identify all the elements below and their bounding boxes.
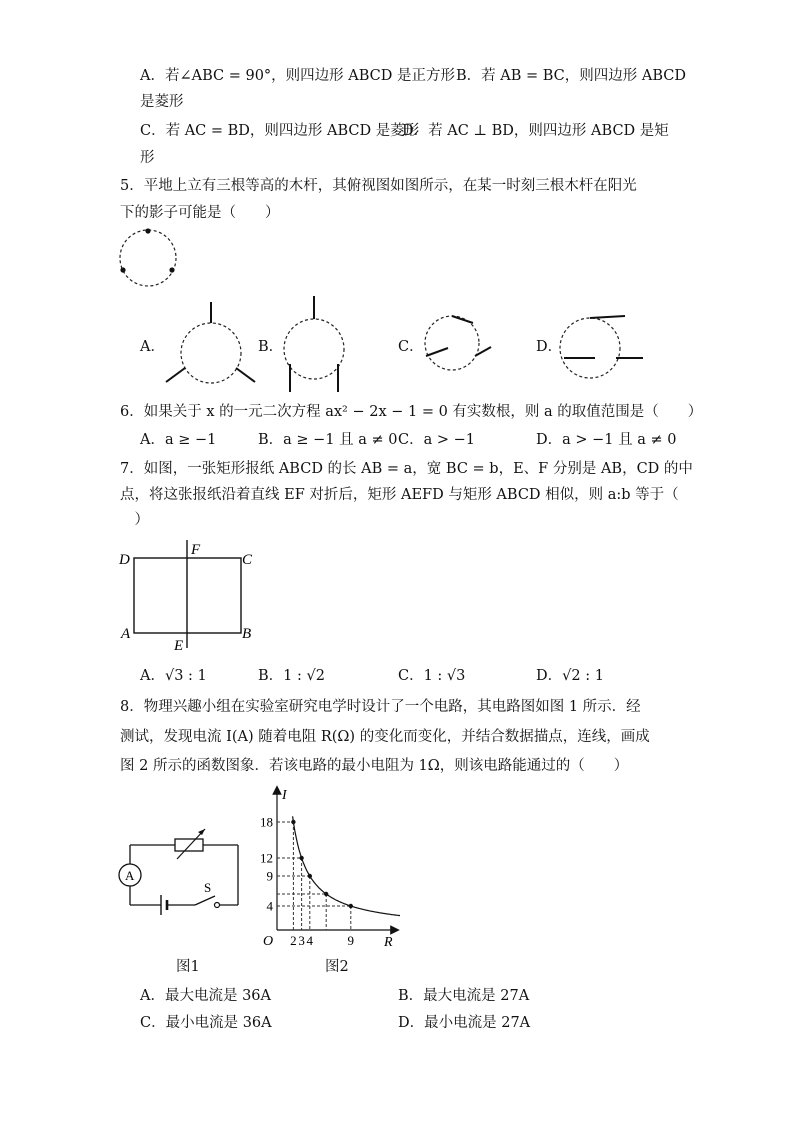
pole-dot-left — [120, 267, 125, 272]
q4-option-c: C．若 AC = BD，则四边形 ABCD 是菱形 — [140, 123, 420, 139]
q6-stem: 6．如果关于 x 的一元二次方程 ax² − 2x − 1 = 0 有实数根，则 a 的取值范围是（ ） — [120, 404, 703, 420]
switch-lever — [195, 896, 215, 905]
data-point-3 — [324, 892, 328, 896]
data-point-1 — [299, 856, 303, 860]
shadow-line-top — [452, 316, 473, 323]
top-view-circle — [120, 230, 176, 286]
x-tick-label-2: 4 — [306, 933, 314, 948]
x-tick-label-3: 9 — [347, 933, 355, 948]
y-axis-label: I — [282, 788, 287, 803]
q6-option-d: D．a > −1 且 a ≠ 0 — [536, 432, 677, 448]
data-point-2 — [308, 874, 312, 878]
q7-stem-line3: ） — [120, 512, 149, 528]
q7-rectangle-figure — [116, 538, 261, 653]
x-axis-label: R — [384, 935, 393, 950]
y-tick-label-3: 4 — [266, 898, 273, 914]
q8-stem-line1: 8．物理兴趣小组在实验室研究电学时设计了一个电路，其电路图如图 1 所示．经 — [120, 699, 641, 715]
shadow-line-left — [166, 368, 185, 382]
q4-option-a: A．若∠ABC = 90°，则四边形 ABCD 是正方形 — [140, 68, 456, 84]
origin-label: O — [263, 934, 274, 949]
label-f: F — [191, 542, 201, 558]
q7-option-a: A．√3 : 1 — [140, 668, 207, 684]
q5-option-d-label: D． — [536, 339, 563, 355]
q6-option-a: A．a ≥ −1 — [140, 432, 217, 448]
shadow-line-top — [590, 316, 625, 318]
q6-option-b: B．a ≥ −1 且 a ≠ 0 — [258, 432, 398, 448]
shadow-line-right — [475, 347, 491, 356]
q8-stem-line2: 测试，发现电流 I(A) 随着电阻 R(Ω) 的变化而变化，并结合数据描点，连线，画成 — [120, 729, 650, 745]
switch-label: S — [204, 880, 212, 895]
q4-option-b: B．若 AB = BC，则四边形 ABCD — [456, 68, 687, 84]
rheostat-arrow-head — [198, 829, 205, 835]
x-tick-label-1: 3 — [298, 933, 305, 948]
pole-dot-top — [145, 228, 150, 233]
y-tick-label-1: 12 — [260, 850, 273, 866]
q5-option-b-figure — [278, 294, 358, 394]
q8-stem-line3: 图 2 所示的函数图象．若该电路的最小电阻为 1Ω，则该电路能通过的（ ） — [120, 758, 629, 774]
q7-option-c: C．1 : √3 — [398, 668, 466, 684]
q6-option-c: C．a > −1 — [398, 432, 475, 448]
shadow-line-left — [426, 348, 448, 356]
fig1-caption: 图1 — [176, 959, 200, 975]
q5-stem-line2: 下的影子可能是（ ） — [120, 205, 280, 221]
y-tick-label-2: 9 — [266, 868, 273, 884]
data-point-4 — [349, 904, 353, 908]
q8-function-graph — [255, 785, 405, 950]
shadow-line-right — [236, 368, 255, 382]
q5-option-c-label: C． — [398, 339, 424, 355]
switch-contact — [215, 903, 220, 908]
label-c: C — [242, 552, 253, 568]
data-point-0 — [291, 820, 295, 824]
label-d: D — [119, 552, 130, 568]
pole-dot-right — [169, 267, 174, 272]
label-e: E — [174, 638, 184, 654]
q7-option-d: D．√2 : 1 — [536, 668, 604, 684]
q7-option-b: B．1 : √2 — [258, 668, 325, 684]
fig2-caption: 图2 — [325, 959, 349, 975]
ammeter-label: A — [125, 868, 135, 883]
q4-option-d-cont: 形 — [140, 150, 155, 166]
label-b: B — [242, 626, 252, 642]
q5-option-b-label: B． — [258, 339, 284, 355]
q8-option-a: A．最大电流是 36A — [140, 988, 272, 1004]
q5-option-a-figure — [160, 298, 260, 393]
q8-circuit-figure — [115, 825, 250, 920]
q5-option-c-figure — [415, 310, 500, 380]
rheostat — [175, 839, 203, 851]
q4-option-d: D．若 AC ⊥ BD，则四边形 ABCD 是矩 — [402, 123, 669, 139]
q8-option-d: D．最小电流是 27A — [398, 1015, 531, 1031]
q5-stem-line1: 5．平地上立有三根等高的木杆，其俯视图如图所示，在某一时刻三根木杆在阳光 — [120, 178, 637, 194]
q7-stem-line1: 7．如图，一张矩形报纸 ABCD 的长 AB = a，宽 BC = b，E、F 分别是 AB，CD 的中 — [120, 461, 693, 477]
q4-option-b-cont: 是菱形 — [140, 94, 184, 110]
q5-top-view-figure — [115, 225, 185, 290]
y-tick-label-0: 18 — [260, 814, 273, 830]
label-a: A — [121, 626, 131, 642]
q7-stem-line2: 点，将这张报纸沿着直线 EF 对折后，矩形 AEFD 与矩形 ABCD 相似，则 a:b 等于（ — [120, 487, 679, 503]
q8-option-b: B．最大电流是 27A — [398, 988, 530, 1004]
x-tick-label-0: 2 — [290, 933, 297, 948]
q5-option-a-label: A． — [140, 339, 165, 355]
function-curve — [293, 816, 400, 915]
q8-option-c: C．最小电流是 36A — [140, 1015, 272, 1031]
q5-option-d-figure — [555, 310, 650, 380]
